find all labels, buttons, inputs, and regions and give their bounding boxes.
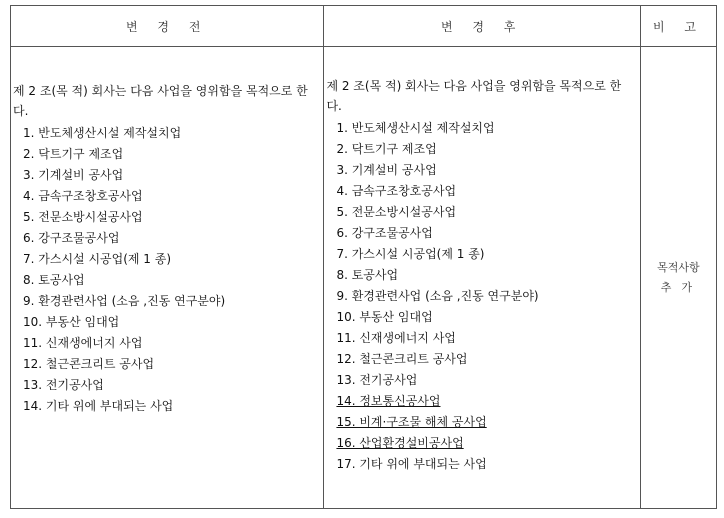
list-item: 2. 닥트기구 제조업 xyxy=(23,147,124,161)
list-item: 1. 반도체생산시설 제작설치업 xyxy=(336,121,495,135)
header-note: 비 고 xyxy=(640,6,716,47)
after-item-list xyxy=(324,118,639,475)
content-row xyxy=(11,47,717,509)
note-cell xyxy=(640,47,716,509)
list-item: 10. 부동산 임대업 xyxy=(336,310,433,324)
before-article-text: 제 2 조(목 적) 회사는 다음 사업을 영위함을 목적으로 한다. xyxy=(13,84,308,118)
list-item: 5. 전문소방시설공사업 xyxy=(336,205,457,219)
list-item: 11. 신재생에너지 사업 xyxy=(336,331,456,345)
list-item: 17. 기타 위에 부대되는 사업 xyxy=(336,457,487,471)
list-item: 10. 부동산 임대업 xyxy=(23,315,120,329)
list-item: 8. 토공사업 xyxy=(336,268,399,282)
comparison-table xyxy=(10,5,717,509)
list-item: 6. 강구조물공사업 xyxy=(23,231,120,245)
amendment-comparison-document xyxy=(10,5,717,509)
after-cell xyxy=(324,47,640,509)
added-list-item: 15. 비계·구조물 해체 공사업 xyxy=(336,415,487,429)
list-item: 13. 전기공사업 xyxy=(336,373,418,387)
list-item: 9. 환경관련사업 (소음 ,진동 연구분야) xyxy=(336,289,539,303)
list-item: 7. 가스시설 시공업(제 1 종) xyxy=(336,247,485,261)
list-item: 4. 금속구조창호공사업 xyxy=(336,184,457,198)
before-cell xyxy=(11,47,324,509)
list-item: 7. 가스시설 시공업(제 1 종) xyxy=(23,252,172,266)
list-item: 3. 기계설비 공사업 xyxy=(336,163,437,177)
list-item: 1. 반도체생산시설 제작설치업 xyxy=(23,126,182,140)
list-item: 14. 기타 위에 부대되는 사업 xyxy=(23,399,174,413)
added-list-item: 14. 정보통신공사업 xyxy=(336,394,441,408)
list-item: 11. 신재생에너지 사업 xyxy=(23,336,143,350)
list-item: 3. 기계설비 공사업 xyxy=(23,168,124,182)
list-item: 2. 닥트기구 제조업 xyxy=(336,142,437,156)
list-item: 5. 전문소방시설공사업 xyxy=(23,210,143,224)
after-article-text: 제 2 조(목 적) 회사는 다음 사업을 영위함을 목적으로 한다. xyxy=(326,79,622,113)
list-item: 9. 환경관련사업 (소음 ,진동 연구분야) xyxy=(23,294,226,308)
note-line-1: 목적사항 xyxy=(657,260,700,274)
list-item: 12. 철근콘크리트 공사업 xyxy=(336,352,468,366)
list-item: 8. 토공사업 xyxy=(23,273,85,287)
header-before: 변 경 전 xyxy=(11,6,324,47)
header-after: 변 경 후 xyxy=(324,6,640,47)
added-list-item: 16. 산업환경설비공사업 xyxy=(336,436,464,450)
list-item: 13. 전기공사업 xyxy=(23,378,104,392)
list-item: 6. 강구조물공사업 xyxy=(336,226,433,240)
note-line-2: 추가 xyxy=(660,280,703,294)
list-item: 4. 금속구조창호공사업 xyxy=(23,189,143,203)
list-item: 12. 철근콘크리트 공사업 xyxy=(23,357,155,371)
header-row xyxy=(11,6,717,47)
before-item-list xyxy=(11,123,323,417)
